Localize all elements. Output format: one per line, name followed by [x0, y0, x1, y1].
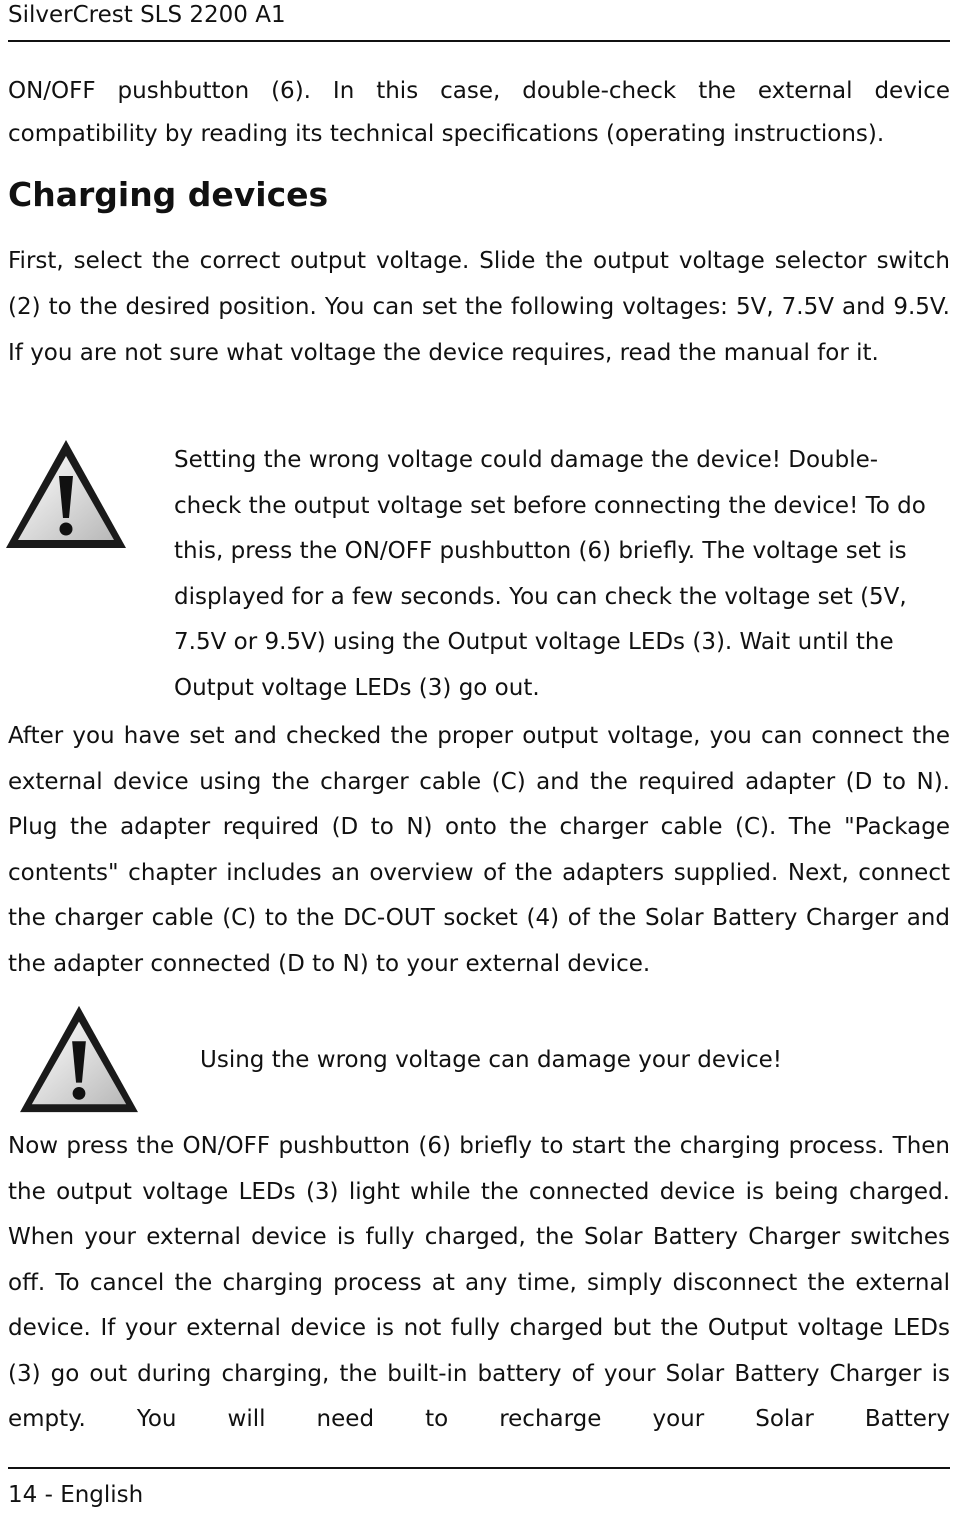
warning-triangle-icon [14, 1002, 144, 1116]
page-header [8, 0, 950, 42]
intro-paragraph: ON/OFF pushbutton (6). In this case, double-check the external device compatibility by reading its technical specifications (operating instructions). [8, 78, 950, 147]
warning-text-2: Using the wrong voltage can damage your device! [200, 1047, 782, 1073]
select-voltage-paragraph: First, select the correct output voltage. Slide the output voltage selector switch (2) to the desired position. You can set the following voltages: 5V, 7.5V and 9.5V. If you are not sure what voltage the device requires, read the manual for it. [8, 248, 950, 366]
header-title: SilverCrest SLS 2200 A1 [8, 2, 286, 28]
page-number: 14 - English [8, 1482, 144, 1508]
footer-rule [8, 1467, 950, 1469]
connect-device-paragraph: After you have set and checked the proper output voltage, you can connect the external device using the charger cable (C) and the required adapter (D to N). Plug the adapter required (D to N) onto the charger cable (C). The "Package contents" chapter includes an overview of the adapters supplied. Next, connect the charger cable (C) to the DC-OUT socket (4) of the Solar Battery Charger and the adapter connected (D to N) to your external device. [8, 723, 950, 977]
charging-process-paragraph: Now press the ON/OFF pushbutton (6) briefly to start the charging process. Then the output voltage LEDs (3) light while the connected device is being charged. When your external device is fully charged, the Solar Battery Charger switches off. To cancel the charging process at any time, simply disconnect the external device. If your external device is not fully charged but the Output voltage LEDs (3) go out during charging, the built-in battery of your Solar Battery Charger is empty. You will need to recharge your Solar Battery [8, 1133, 950, 1432]
warning-text-1: Setting the wrong voltage could damage the device! Double-check the output voltage set before connecting the device! To do this, press the ON/OFF pushbutton (6) briefly. The voltage set is displayed for a few seconds. You can check the voltage set (5V, 7.5V or 9.5V) using the Output voltage LEDs (3). Wait until the Output voltage LEDs (3) go out. [174, 447, 926, 701]
warning-triangle-icon [2, 436, 130, 552]
section-heading: Charging devices [8, 175, 329, 214]
